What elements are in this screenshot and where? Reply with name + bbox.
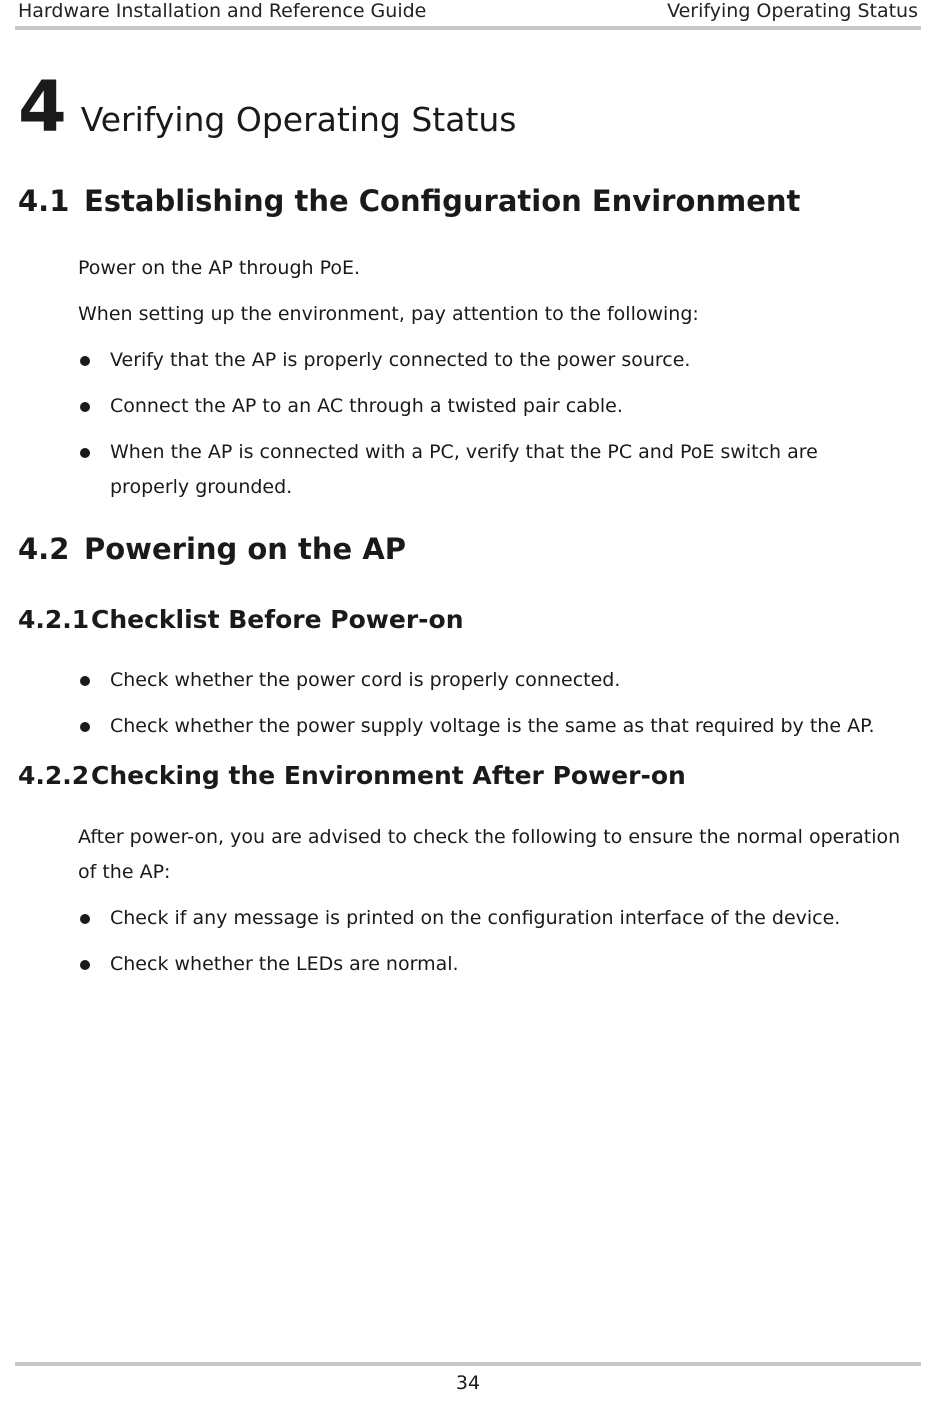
paragraph: After power-on, you are advised to check the following to ensure the normal operation of the AP:: [78, 826, 901, 883]
paragraph: Power on the AP through PoE.: [78, 257, 361, 279]
section-title: Establishing the Configuration Environment: [84, 184, 801, 218]
list-item-text: Check whether the LEDs are normal.: [110, 953, 459, 975]
subsection-title: Checking the Environment After Power-on: [91, 761, 686, 790]
bullet-icon: [80, 914, 90, 924]
page-number: 34: [455, 1372, 481, 1394]
list-item-text: When the AP is connected with a PC, verify that the PC and PoE switch are properly grounded.: [110, 441, 818, 498]
list-item-text: Verify that the AP is properly connected to the power source.: [110, 349, 691, 371]
paragraph: When setting up the environment, pay attention to the following:: [78, 303, 699, 325]
bullet-icon: [80, 402, 90, 412]
subsection-title: Checklist Before Power-on: [91, 605, 464, 634]
list-item-text: Check if any message is printed on the configuration interface of the device.: [110, 907, 841, 929]
bullet-icon: [80, 960, 90, 970]
list-item-text: Check whether the power supply voltage is the same as that required by the AP.: [110, 715, 875, 737]
page-header: [18, 0, 918, 26]
header-divider: [15, 26, 921, 30]
list-item: [78, 709, 878, 744]
bullet-icon: [80, 448, 90, 458]
list-item-text: Connect the AP to an AC through a twisted pair cable.: [110, 395, 623, 417]
chapter-heading: [18, 66, 517, 148]
footer-divider: [15, 1362, 921, 1366]
subsection-heading-4-2-2: [18, 761, 686, 790]
bullet-icon: [80, 356, 90, 366]
list-item: [78, 901, 878, 936]
subsection-heading-4-2-1: [18, 605, 464, 634]
list-item-text: Check whether the power cord is properly connected.: [110, 669, 621, 691]
header-chapter-title: Verifying Operating Status: [667, 0, 918, 22]
section-heading-4-2: [18, 532, 406, 566]
section-heading-4-1: [18, 184, 800, 218]
subsection-number: 4.2.1: [18, 605, 90, 634]
chapter-title: Verifying Operating Status: [80, 100, 517, 139]
section-number: 4.2: [18, 532, 70, 566]
list-item: [78, 435, 878, 505]
list-item: [78, 663, 878, 698]
bullet-icon: [80, 722, 90, 732]
header-doc-title: Hardware Installation and Reference Guide: [18, 0, 427, 22]
chapter-number: 4: [18, 66, 67, 148]
bullet-icon: [80, 676, 90, 686]
section-title: Powering on the AP: [84, 532, 407, 566]
list-item: [78, 389, 878, 424]
list-item: [78, 947, 878, 982]
section-number: 4.1: [18, 184, 70, 218]
list-item: [78, 343, 878, 378]
subsection-number: 4.2.2: [18, 761, 90, 790]
